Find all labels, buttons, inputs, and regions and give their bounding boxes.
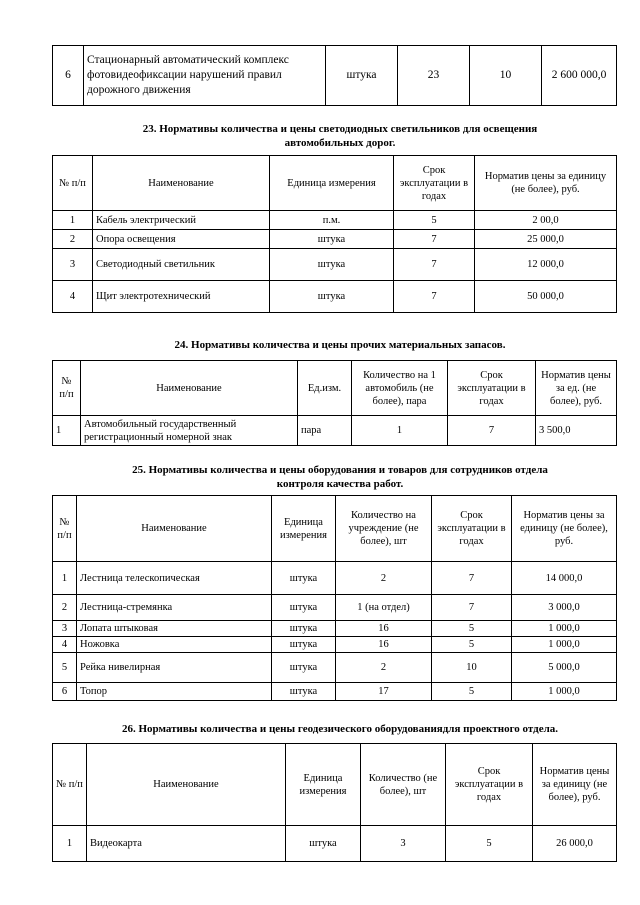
table-row: 5 Рейка нивелирная штука 2 10 5 000,0 (53, 653, 617, 683)
table-row: 1 Видеокарта штука 3 5 26 000,0 (53, 826, 617, 862)
table-row: 1 Автомобильный государственный регистрационный номерной знак пара 1 7 3 500,0 (53, 416, 617, 446)
table-row: 2 Лестница-стремянка штука 1 (на отдел) 7 3 000,0 (53, 595, 617, 621)
table-header-row: № п/п Наименование Ед.изм. Количество на 1 автомобиль (не более), пара Срок эксплуатации в годах Норматив цены за ед. (не более), руб. (53, 361, 617, 416)
table-header-row: № п/п Наименование Единица измерения Количество на учреждение (не более), шт Срок эксплуатации в годах Норматив цены за единицу (не более), руб. (53, 496, 617, 562)
cell-term: 23 (398, 46, 470, 106)
table-row: 3 Светодиодный светильник штука 7 12 000,0 (53, 249, 617, 281)
table-section-23 (52, 155, 617, 313)
table-section-25 (52, 495, 617, 701)
table-section-24 (52, 360, 617, 446)
table-header-row: № п/п Наименование Единица измерения Срок эксплуатации в годах Норматив цены за единицу (не более), руб. (53, 156, 617, 211)
section-23-title: 23. Нормативы количества и цены светодиодных светильников для освещения автомобильных дорог. (142, 123, 538, 149)
table-row: 1 Кабель электрический п.м. 5 2 00,0 (53, 211, 617, 230)
table-row: 4 Ножовка штука 16 5 1 000,0 (53, 637, 617, 653)
table-row: 3 Лопата штыковая штука 16 5 1 000,0 (53, 621, 617, 637)
cell-unit: штука (326, 46, 398, 106)
section-25-title: 25. Нормативы количества и цены оборудования и товаров для сотрудников отдела контроля качества работ. (132, 464, 548, 490)
section-24-title: 24. Нормативы количества и цены прочих материальных запасов. (174, 339, 506, 351)
table-row: 4 Щит электротехнический штука 7 50 000,0 (53, 281, 617, 313)
cell-name: Стационарный автоматический комплекс фотовидеофиксации нарушений правил дорожного движения (84, 46, 326, 106)
table-row: 1 Лестница телескопическая штука 2 7 14 000,0 (53, 562, 617, 595)
section-26-title: 26. Нормативы количества и цены геодезического оборудованиядля проектного отдела. (121, 723, 559, 735)
cell-qty: 10 (470, 46, 542, 106)
cell-num: 6 (53, 46, 84, 106)
table-header-row: № п/п Наименование Единица измерения Количество (не более), шт Срок эксплуатации в годах Норматив цены за единицу (не более), руб. (53, 744, 617, 826)
table-row: 2 Опора освещения штука 7 25 000,0 (53, 230, 617, 249)
table-row: 6 Топор штука 17 5 1 000,0 (53, 683, 617, 701)
table-row (53, 46, 617, 106)
table-section-26 (52, 743, 617, 862)
table-top (52, 45, 617, 106)
cell-price: 2 600 000,0 (542, 46, 617, 106)
